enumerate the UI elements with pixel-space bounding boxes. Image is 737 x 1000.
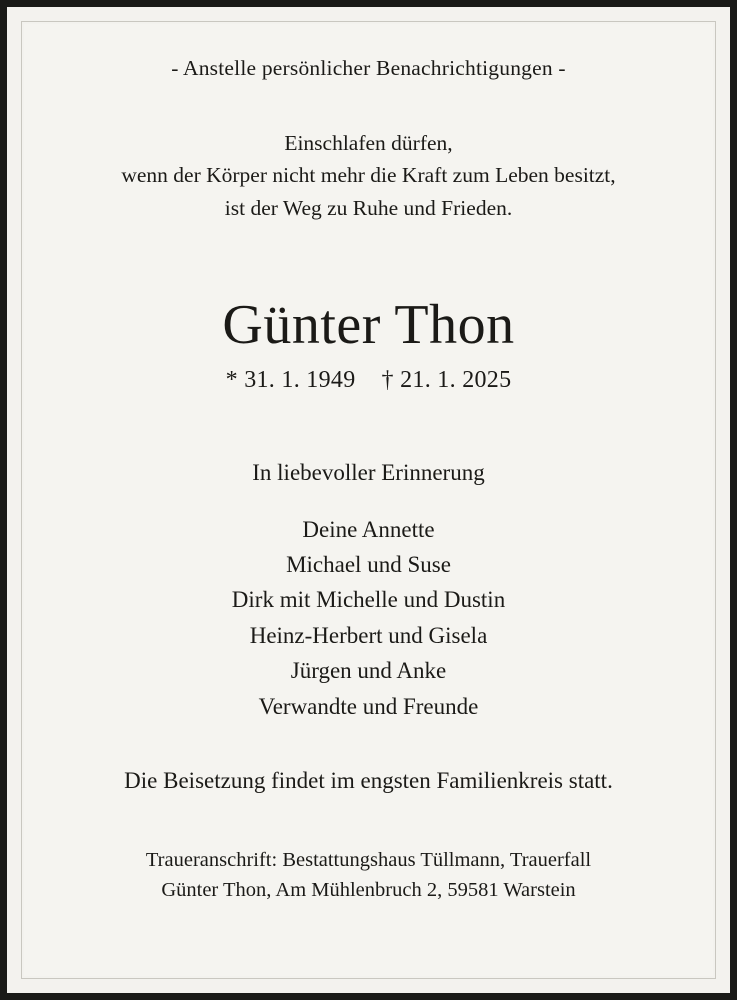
- family-member-6: Verwandte und Freunde: [258, 693, 479, 719]
- verse-block: [58, 127, 679, 224]
- memory-line: In liebevoller Erinnerung: [252, 459, 485, 485]
- verse-line-3: ist der Weg zu Ruhe und Frieden.: [224, 195, 513, 220]
- notice-headline: - Anstelle persönlicher Benachrichtigungen -: [171, 56, 566, 80]
- obituary-card: [24, 24, 713, 976]
- family-member-1: Deine Annette: [302, 516, 435, 542]
- family-list: [58, 512, 679, 724]
- verse-line-1: Einschlafen dürfen,: [284, 131, 453, 155]
- family-member-4: Heinz-Herbert und Gisela: [249, 622, 488, 648]
- obituary-frame: [7, 7, 730, 993]
- death-date: † 21. 1. 2025: [381, 366, 512, 393]
- deceased-name: Günter Thon: [222, 293, 515, 356]
- life-dates: [58, 367, 679, 394]
- family-member-5: Jürgen und Anke: [290, 658, 447, 684]
- contact-line-1: Traueranschrift: Bestattungshaus Tüllmann, Trauerfall: [145, 848, 592, 871]
- contact-block: [58, 846, 679, 905]
- burial-note: Die Beisetzung findet im engsten Familienkreis statt.: [124, 767, 613, 793]
- contact-line-2: Günter Thon, Am Mühlenbruch 2, 59581 Warstein: [161, 878, 576, 901]
- family-member-2: Michael und Suse: [286, 551, 451, 577]
- birth-date: * 31. 1. 1949: [225, 366, 356, 393]
- verse-line-2: wenn der Körper nicht mehr die Kraft zum Leben besitzt,: [121, 163, 616, 188]
- family-member-3: Dirk mit Michelle und Dustin: [231, 587, 506, 613]
